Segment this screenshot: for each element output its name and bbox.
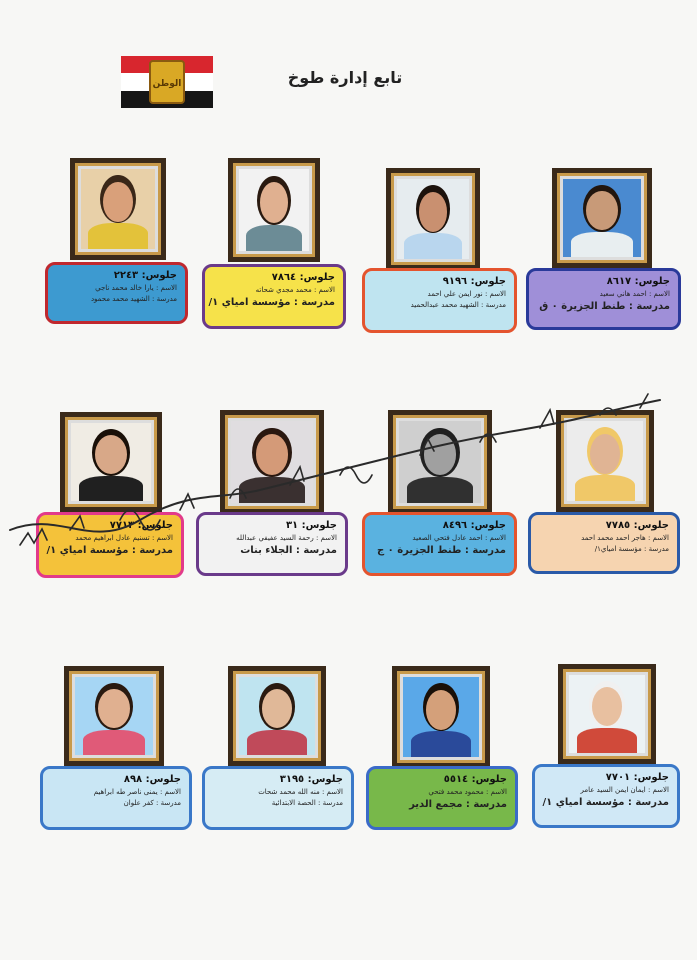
portrait xyxy=(403,677,479,757)
student-photo-9 xyxy=(64,666,164,766)
portrait xyxy=(397,179,469,259)
portrait-face xyxy=(586,191,617,230)
portrait-face xyxy=(103,182,133,222)
student-photo-6 xyxy=(220,410,324,514)
logo-emblem xyxy=(149,60,185,104)
school-name: مدرسة : مؤسسة امياي ١/ xyxy=(46,545,173,556)
portrait-body xyxy=(83,730,145,755)
portrait xyxy=(71,423,151,501)
portrait-body xyxy=(88,223,147,249)
portrait-body xyxy=(411,731,472,757)
student-card-12 xyxy=(532,764,680,828)
student-photo-11 xyxy=(392,666,490,768)
newspaper-logo xyxy=(121,56,213,108)
portrait xyxy=(569,675,645,753)
seat-number: جلوس: ٩١٩٦ xyxy=(442,276,506,287)
portrait xyxy=(75,677,153,755)
portrait-body xyxy=(79,476,143,501)
seat-number: جلوس: ٨٤٩٦ xyxy=(442,520,506,531)
school-name: مدرسة : مجمع الدير xyxy=(409,799,507,810)
student-card-7 xyxy=(362,512,517,576)
student-photo-12 xyxy=(558,664,656,764)
student-card-6 xyxy=(196,512,348,576)
portrait-body xyxy=(575,475,636,501)
seat-number: جلوس: ٨٦١٧ xyxy=(606,276,670,287)
portrait-face xyxy=(419,192,448,232)
school-name: مدرسة : مؤسسة امياي ١/ xyxy=(542,797,669,808)
student-name: الاسم : ايمان ايمن السيد عامر xyxy=(580,786,669,794)
portrait xyxy=(239,677,315,755)
school-name: مدرسة : طنط الجزيرة ٠ ق xyxy=(539,301,670,312)
portrait-face xyxy=(426,690,456,730)
portrait-face xyxy=(98,689,129,728)
student-name: الاسم : يمنى ناصر طه ابراهيم xyxy=(93,788,181,796)
seat-number: جلوس: ٧٧٨٥ xyxy=(605,520,669,531)
student-card-5 xyxy=(36,512,184,578)
school-name: مدرسة : الشهيد محمد عبدالحميد xyxy=(410,301,506,309)
seat-number: جلوس: ٧٧٠١ xyxy=(605,772,669,783)
school-name: مدرسة : طنط الجزيرة ٠ ج xyxy=(376,545,506,556)
student-photo-10 xyxy=(228,666,326,766)
student-card-4 xyxy=(526,268,681,330)
student-card-3 xyxy=(362,268,517,333)
school-name: مدرسة : مؤسسة امياي ١/ xyxy=(208,297,335,308)
school-name: مدرسة : الشهيد محمد محمود xyxy=(90,295,177,303)
student-card-2 xyxy=(202,264,346,329)
portrait xyxy=(399,421,481,503)
page-title: تابع إدارة طوخ xyxy=(287,68,403,87)
school-name: مدرسة : الجلاء بنات xyxy=(240,545,337,556)
portrait-body xyxy=(577,728,638,753)
student-card-8 xyxy=(528,512,680,574)
portrait xyxy=(239,169,309,251)
portrait-body xyxy=(407,477,473,503)
student-name: الاسم : محمد مجدي شحاته xyxy=(255,286,335,294)
school-name: مدرسة : مؤسسة امياي١/ xyxy=(594,545,669,553)
student-photo-8 xyxy=(556,410,654,512)
student-photo-2 xyxy=(228,158,320,262)
school-name: مدرسة : الحصة الابتدائية xyxy=(271,799,343,807)
seat-number: جلوس: ٣١٩٥ xyxy=(279,774,343,785)
student-card-10 xyxy=(202,766,354,830)
student-name: الاسم : هاجر احمد محمد احمد xyxy=(581,534,669,542)
portrait-body xyxy=(247,730,308,755)
seat-number: جلوس: ٧٨٦٤ xyxy=(271,272,335,283)
student-photo-7 xyxy=(388,410,492,514)
student-photo-1 xyxy=(70,158,166,260)
student-card-1 xyxy=(45,262,188,324)
seat-number: جلوس: ٣١ xyxy=(285,520,337,531)
student-card-11 xyxy=(366,766,518,830)
student-name: الاسم : محمود محمد فتحي xyxy=(428,788,507,796)
portrait xyxy=(81,169,155,249)
student-name: الاسم : احمد هاني سعيد xyxy=(599,290,670,298)
portrait-body xyxy=(246,225,302,251)
student-name: الاسم : احمد عادل فتحي الصعيد xyxy=(412,534,506,542)
student-name: الاسم : منه الله محمد شحات xyxy=(258,788,343,796)
portrait xyxy=(567,421,643,501)
student-card-9 xyxy=(40,766,192,830)
student-name: الاسم : رحمة السيد عفيفي عبدالله xyxy=(236,534,337,542)
portrait-face xyxy=(590,434,620,474)
portrait-body xyxy=(239,477,305,503)
seat-number: جلوس: ٧٧١٣ xyxy=(109,520,173,531)
logo-text: الوطن xyxy=(152,79,182,89)
portrait-body xyxy=(571,232,633,257)
portrait-face xyxy=(260,182,288,223)
portrait xyxy=(563,179,641,257)
student-name: الاسم : نور ايمن علي احمد xyxy=(427,290,506,298)
portrait-body xyxy=(404,233,462,259)
portrait xyxy=(231,421,313,503)
seat-number: جلوس: ٢٢٤٣ xyxy=(113,270,177,281)
school-name: مدرسة : كفر علوان xyxy=(123,799,181,807)
seat-number: جلوس: ٥٥١٤ xyxy=(443,774,507,785)
seat-number: جلوس: ٨٩٨ xyxy=(123,774,181,785)
student-photo-3 xyxy=(386,168,480,270)
student-photo-5 xyxy=(60,412,162,512)
student-name: الاسم : تسنيم عادل ابراهيم محمد xyxy=(75,534,173,542)
student-name: الاسم : يارا خالد محمد ناجي xyxy=(95,284,177,292)
student-photo-4 xyxy=(552,168,652,268)
